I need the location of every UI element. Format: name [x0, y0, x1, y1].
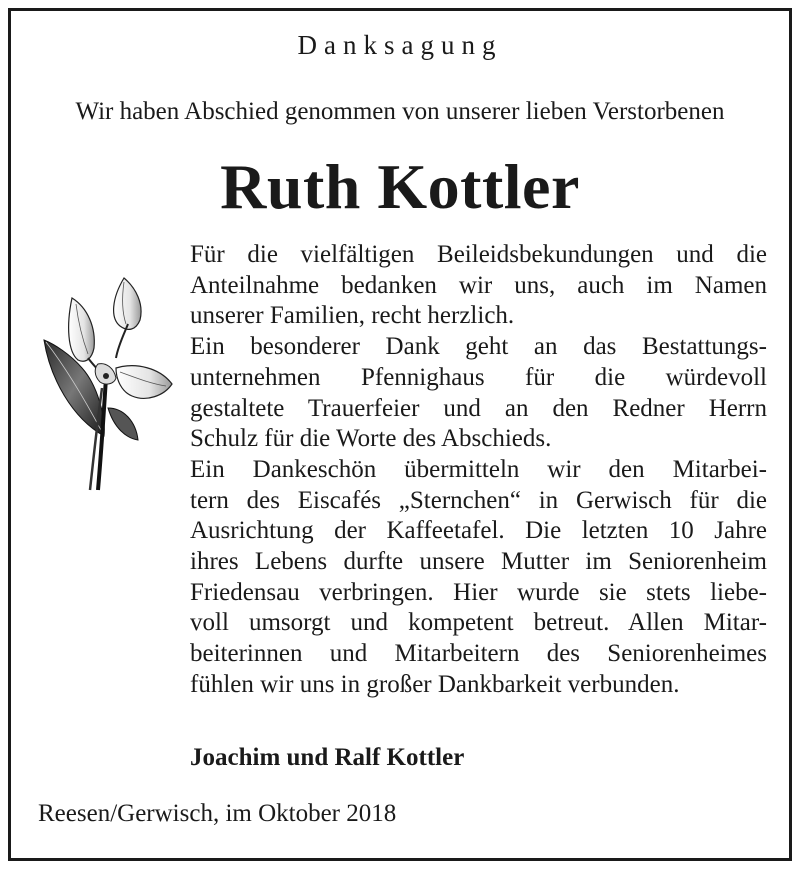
text-line: Anteilnahme bedanken wir uns, auch im Namen: [190, 271, 767, 299]
paragraph-cafe-and-home-thanks: [190, 455, 767, 701]
text-line: fühlen wir uns in großer Dankbarkeit verbunden.: [190, 670, 680, 698]
notice-heading: Danksagung: [297, 30, 503, 60]
calla-lily-icon: [32, 268, 182, 493]
signature: Joachim und Ralf Kottler: [190, 744, 465, 771]
deceased-name: Ruth Kottler: [220, 151, 580, 222]
text-line: Friedensau verbringen. Hier wurde sie stets liebe-: [190, 578, 767, 606]
text-line: Ausrichtung der Kaffeetafel. Die letzten 10 Jahre: [190, 517, 767, 545]
text-line: unserer Familien, recht herzlich.: [190, 302, 515, 330]
paragraph-condolences: [190, 240, 767, 332]
text-line: Für die vielfältigen Beileidsbekundungen und die: [190, 241, 767, 268]
notice-intro: Wir haben Abschied genommen von unserer lieben Verstorbenen: [75, 98, 725, 125]
text-line: gestaltete Trauerfeier und an den Redner Herrn: [190, 394, 767, 422]
text-line: unternehmen Pfennighaus für die würdevoll: [190, 363, 767, 391]
text-line: Ein besonderer Dank geht an das Bestattungs-: [190, 333, 767, 361]
place-date: Reesen/Gerwisch, im Oktober 2018: [38, 800, 397, 827]
text-line: Ein Dankeschön übermitteln wir den Mitarbei-: [190, 455, 767, 483]
text-line: voll umsorgt und kompetent betreut. Allen Mitar-: [190, 609, 767, 637]
paragraph-funeral-thanks: [190, 332, 767, 455]
text-line: tern des Eiscafés „Sternchen“ in Gerwisch für die: [190, 486, 767, 514]
body-text: [190, 240, 767, 701]
text-line: Schulz für die Worte des Abschieds.: [190, 425, 552, 453]
text-line: ihres Lebens durfte unsere Mutter im Seniorenheim: [190, 548, 767, 576]
text-line: beiterinnen und Mitarbeitern des Seniorenheimes: [190, 640, 767, 668]
